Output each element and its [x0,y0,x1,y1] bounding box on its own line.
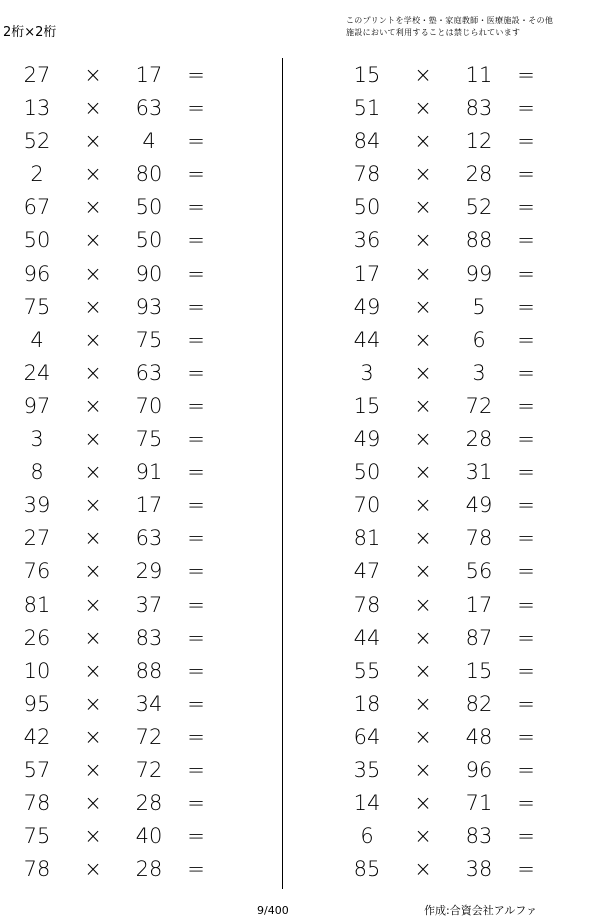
equals-sign: = [187,857,205,882]
problem-row [0,422,230,455]
second-operand: 71 [465,791,493,816]
equals-sign: = [517,625,535,650]
equals-sign: = [517,228,535,253]
multiply-sign: × [414,625,432,650]
first-operand: 95 [23,691,51,716]
equals-sign: = [187,493,205,518]
multiply-sign: × [414,294,432,319]
equals-sign: = [517,96,535,121]
multiply-sign: × [84,791,102,816]
problem-row [0,91,230,124]
multiply-sign: × [414,791,432,816]
first-operand: 27 [23,526,51,551]
multiply-sign: × [84,857,102,882]
equals-sign: = [517,162,535,187]
equals-sign: = [187,559,205,584]
multiply-sign: × [84,261,102,286]
second-operand: 48 [465,724,493,749]
multiply-sign: × [84,96,102,121]
equals-sign: = [187,228,205,253]
first-operand: 13 [23,96,51,121]
second-operand: 78 [465,526,493,551]
second-operand: 4 [142,129,156,154]
first-operand: 44 [353,327,381,352]
multiply-sign: × [414,261,432,286]
equals-sign: = [187,526,205,551]
first-operand: 50 [353,195,381,220]
problem-row [0,290,230,323]
multiply-sign: × [414,857,432,882]
problem-row [330,323,560,356]
multiply-sign: × [84,360,102,385]
second-operand: 88 [465,228,493,253]
first-operand: 39 [23,493,51,518]
second-operand: 96 [465,757,493,782]
problem-row [330,720,560,753]
right-problem-column [330,58,560,885]
multiply-sign: × [414,757,432,782]
first-operand: 75 [23,824,51,849]
multiply-sign: × [84,327,102,352]
equals-sign: = [517,460,535,485]
multiply-sign: × [84,691,102,716]
problem-row [0,819,230,852]
equals-sign: = [517,824,535,849]
multiply-sign: × [414,658,432,683]
problem-row [330,521,560,554]
first-operand: 78 [23,857,51,882]
first-operand: 14 [353,791,381,816]
first-operand: 50 [23,228,51,253]
problem-row [0,852,230,885]
first-operand: 84 [353,129,381,154]
problem-row [0,521,230,554]
multiply-sign: × [84,195,102,220]
first-operand: 64 [353,724,381,749]
problem-row [0,687,230,720]
multiply-sign: × [414,724,432,749]
equals-sign: = [187,427,205,452]
equals-sign: = [517,526,535,551]
first-operand: 97 [23,393,51,418]
multiply-sign: × [414,228,432,253]
first-operand: 96 [23,261,51,286]
problem-row [0,554,230,587]
equals-sign: = [187,691,205,716]
problem-row [0,124,230,157]
equals-sign: = [517,493,535,518]
first-operand: 67 [23,195,51,220]
problem-row [0,389,230,422]
multiply-sign: × [84,493,102,518]
first-operand: 85 [353,857,381,882]
equals-sign: = [187,195,205,220]
equals-sign: = [187,393,205,418]
multiply-sign: × [84,592,102,617]
problem-row [330,257,560,290]
multiply-sign: × [84,228,102,253]
first-operand: 15 [353,63,381,87]
second-operand: 72 [135,757,163,782]
first-operand: 24 [23,360,51,385]
problem-row [330,554,560,587]
equals-sign: = [187,824,205,849]
second-operand: 91 [135,460,163,485]
equals-sign: = [517,427,535,452]
second-operand: 15 [465,658,493,683]
first-operand: 51 [353,96,381,121]
second-operand: 88 [135,658,163,683]
first-operand: 36 [353,228,381,253]
second-operand: 56 [465,559,493,584]
usage-notice-line-2: 施設において利用することは禁じられています [346,28,521,37]
first-operand: 78 [353,592,381,617]
multiply-sign: × [414,460,432,485]
first-operand: 76 [23,559,51,584]
first-operand: 4 [30,327,44,352]
problem-row [330,588,560,621]
first-operand: 49 [353,294,381,319]
multiply-sign: × [84,393,102,418]
left-problem-column [0,58,230,885]
problem-row [330,58,560,91]
worksheet-title: 2桁×2桁 [3,25,57,40]
second-operand: 50 [135,195,163,220]
equals-sign: = [187,162,205,187]
second-operand: 17 [465,592,493,617]
problem-row [330,190,560,223]
second-operand: 5 [472,294,486,319]
first-operand: 47 [353,559,381,584]
first-operand: 55 [353,658,381,683]
equals-sign: = [517,691,535,716]
multiply-sign: × [414,129,432,154]
second-operand: 37 [135,592,163,617]
problem-row [330,654,560,687]
problem-row [0,654,230,687]
second-operand: 75 [135,427,163,452]
first-operand: 81 [23,592,51,617]
equals-sign: = [187,625,205,650]
first-operand: 52 [23,129,51,154]
multiply-sign: × [414,360,432,385]
page-number: 9/400 [257,904,289,917]
equals-sign: = [187,129,205,154]
multiply-sign: × [84,559,102,584]
equals-sign: = [187,658,205,683]
second-operand: 28 [135,857,163,882]
first-operand: 3 [30,427,44,452]
first-operand: 26 [23,625,51,650]
multiply-sign: × [84,658,102,683]
usage-notice-line-1: このプリントを学校・塾・家庭教師・医療施設・その他 [346,16,554,25]
second-operand: 63 [135,360,163,385]
first-operand: 75 [23,294,51,319]
first-operand: 81 [353,526,381,551]
problem-row [0,157,230,190]
multiply-sign: × [414,824,432,849]
column-divider [282,58,283,889]
equals-sign: = [187,63,205,87]
first-operand: 78 [23,791,51,816]
equals-sign: = [187,724,205,749]
second-operand: 3 [472,360,486,385]
equals-sign: = [517,757,535,782]
multiply-sign: × [414,63,432,87]
first-operand: 15 [353,393,381,418]
second-operand: 28 [465,427,493,452]
problem-row [0,488,230,521]
first-operand: 3 [360,360,374,385]
multiply-sign: × [414,691,432,716]
second-operand: 75 [135,327,163,352]
problem-row [330,91,560,124]
problem-row [330,389,560,422]
problem-row [0,58,230,91]
second-operand: 93 [135,294,163,319]
problem-row [330,124,560,157]
equals-sign: = [517,195,535,220]
second-operand: 6 [472,327,486,352]
equals-sign: = [517,658,535,683]
equals-sign: = [187,592,205,617]
second-operand: 83 [465,96,493,121]
problem-row [330,786,560,819]
second-operand: 50 [135,228,163,253]
first-operand: 35 [353,757,381,782]
multiply-sign: × [414,493,432,518]
equals-sign: = [187,460,205,485]
problem-row [330,455,560,488]
multiply-sign: × [84,63,102,87]
first-operand: 57 [23,757,51,782]
second-operand: 63 [135,526,163,551]
second-operand: 28 [135,791,163,816]
first-operand: 8 [30,460,44,485]
second-operand: 80 [135,162,163,187]
equals-sign: = [187,791,205,816]
problem-row [330,488,560,521]
second-operand: 29 [135,559,163,584]
equals-sign: = [187,261,205,286]
problem-row [330,687,560,720]
equals-sign: = [517,129,535,154]
multiply-sign: × [84,162,102,187]
first-operand: 49 [353,427,381,452]
multiply-sign: × [84,526,102,551]
equals-sign: = [517,393,535,418]
problem-row [330,852,560,885]
first-operand: 27 [23,63,51,87]
second-operand: 34 [135,691,163,716]
multiply-sign: × [84,824,102,849]
first-operand: 17 [353,261,381,286]
equals-sign: = [517,63,535,87]
problem-row [330,290,560,323]
multiply-sign: × [414,327,432,352]
problem-row [0,621,230,654]
problem-row [0,190,230,223]
equals-sign: = [517,724,535,749]
first-operand: 44 [353,625,381,650]
multiply-sign: × [414,559,432,584]
second-operand: 83 [465,824,493,849]
second-operand: 72 [465,393,493,418]
problem-row [0,753,230,786]
second-operand: 52 [465,195,493,220]
second-operand: 17 [135,493,163,518]
multiply-sign: × [84,757,102,782]
second-operand: 90 [135,261,163,286]
second-operand: 72 [135,724,163,749]
second-operand: 38 [465,857,493,882]
problem-row [0,455,230,488]
equals-sign: = [517,857,535,882]
problem-row [330,422,560,455]
equals-sign: = [187,327,205,352]
equals-sign: = [517,791,535,816]
second-operand: 70 [135,393,163,418]
second-operand: 99 [465,261,493,286]
multiply-sign: × [414,393,432,418]
multiply-sign: × [84,460,102,485]
problem-row [0,323,230,356]
multiply-sign: × [84,625,102,650]
equals-sign: = [517,559,535,584]
problem-row [330,753,560,786]
second-operand: 49 [465,493,493,518]
first-operand: 42 [23,724,51,749]
first-operand: 70 [353,493,381,518]
multiply-sign: × [414,162,432,187]
second-operand: 12 [465,129,493,154]
problem-row [0,720,230,753]
second-operand: 82 [465,691,493,716]
second-operand: 40 [135,824,163,849]
second-operand: 87 [465,625,493,650]
second-operand: 83 [135,625,163,650]
first-operand: 18 [353,691,381,716]
first-operand: 10 [23,658,51,683]
equals-sign: = [517,294,535,319]
second-operand: 11 [465,63,493,87]
second-operand: 31 [465,460,493,485]
second-operand: 17 [135,63,163,87]
multiply-sign: × [414,96,432,121]
problem-row [330,223,560,256]
multiply-sign: × [84,294,102,319]
problem-row [0,786,230,819]
multiply-sign: × [84,427,102,452]
multiply-sign: × [84,129,102,154]
problem-row [330,157,560,190]
problem-row [0,356,230,389]
problem-row [330,356,560,389]
usage-notice [346,15,586,39]
first-operand: 78 [353,162,381,187]
multiply-sign: × [414,526,432,551]
equals-sign: = [187,360,205,385]
second-operand: 63 [135,96,163,121]
equals-sign: = [517,327,535,352]
multiply-sign: × [84,724,102,749]
equals-sign: = [517,261,535,286]
equals-sign: = [187,757,205,782]
first-operand: 50 [353,460,381,485]
problem-row [0,257,230,290]
equals-sign: = [187,294,205,319]
multiply-sign: × [414,592,432,617]
author-credit: 作成:合資会社アルファ [424,904,538,917]
first-operand: 6 [360,824,374,849]
second-operand: 28 [465,162,493,187]
equals-sign: = [187,96,205,121]
multiply-sign: × [414,195,432,220]
equals-sign: = [517,360,535,385]
equals-sign: = [517,592,535,617]
problem-row [0,588,230,621]
first-operand: 2 [30,162,44,187]
problem-row [330,819,560,852]
problem-row [0,223,230,256]
multiply-sign: × [414,427,432,452]
problem-row [330,621,560,654]
